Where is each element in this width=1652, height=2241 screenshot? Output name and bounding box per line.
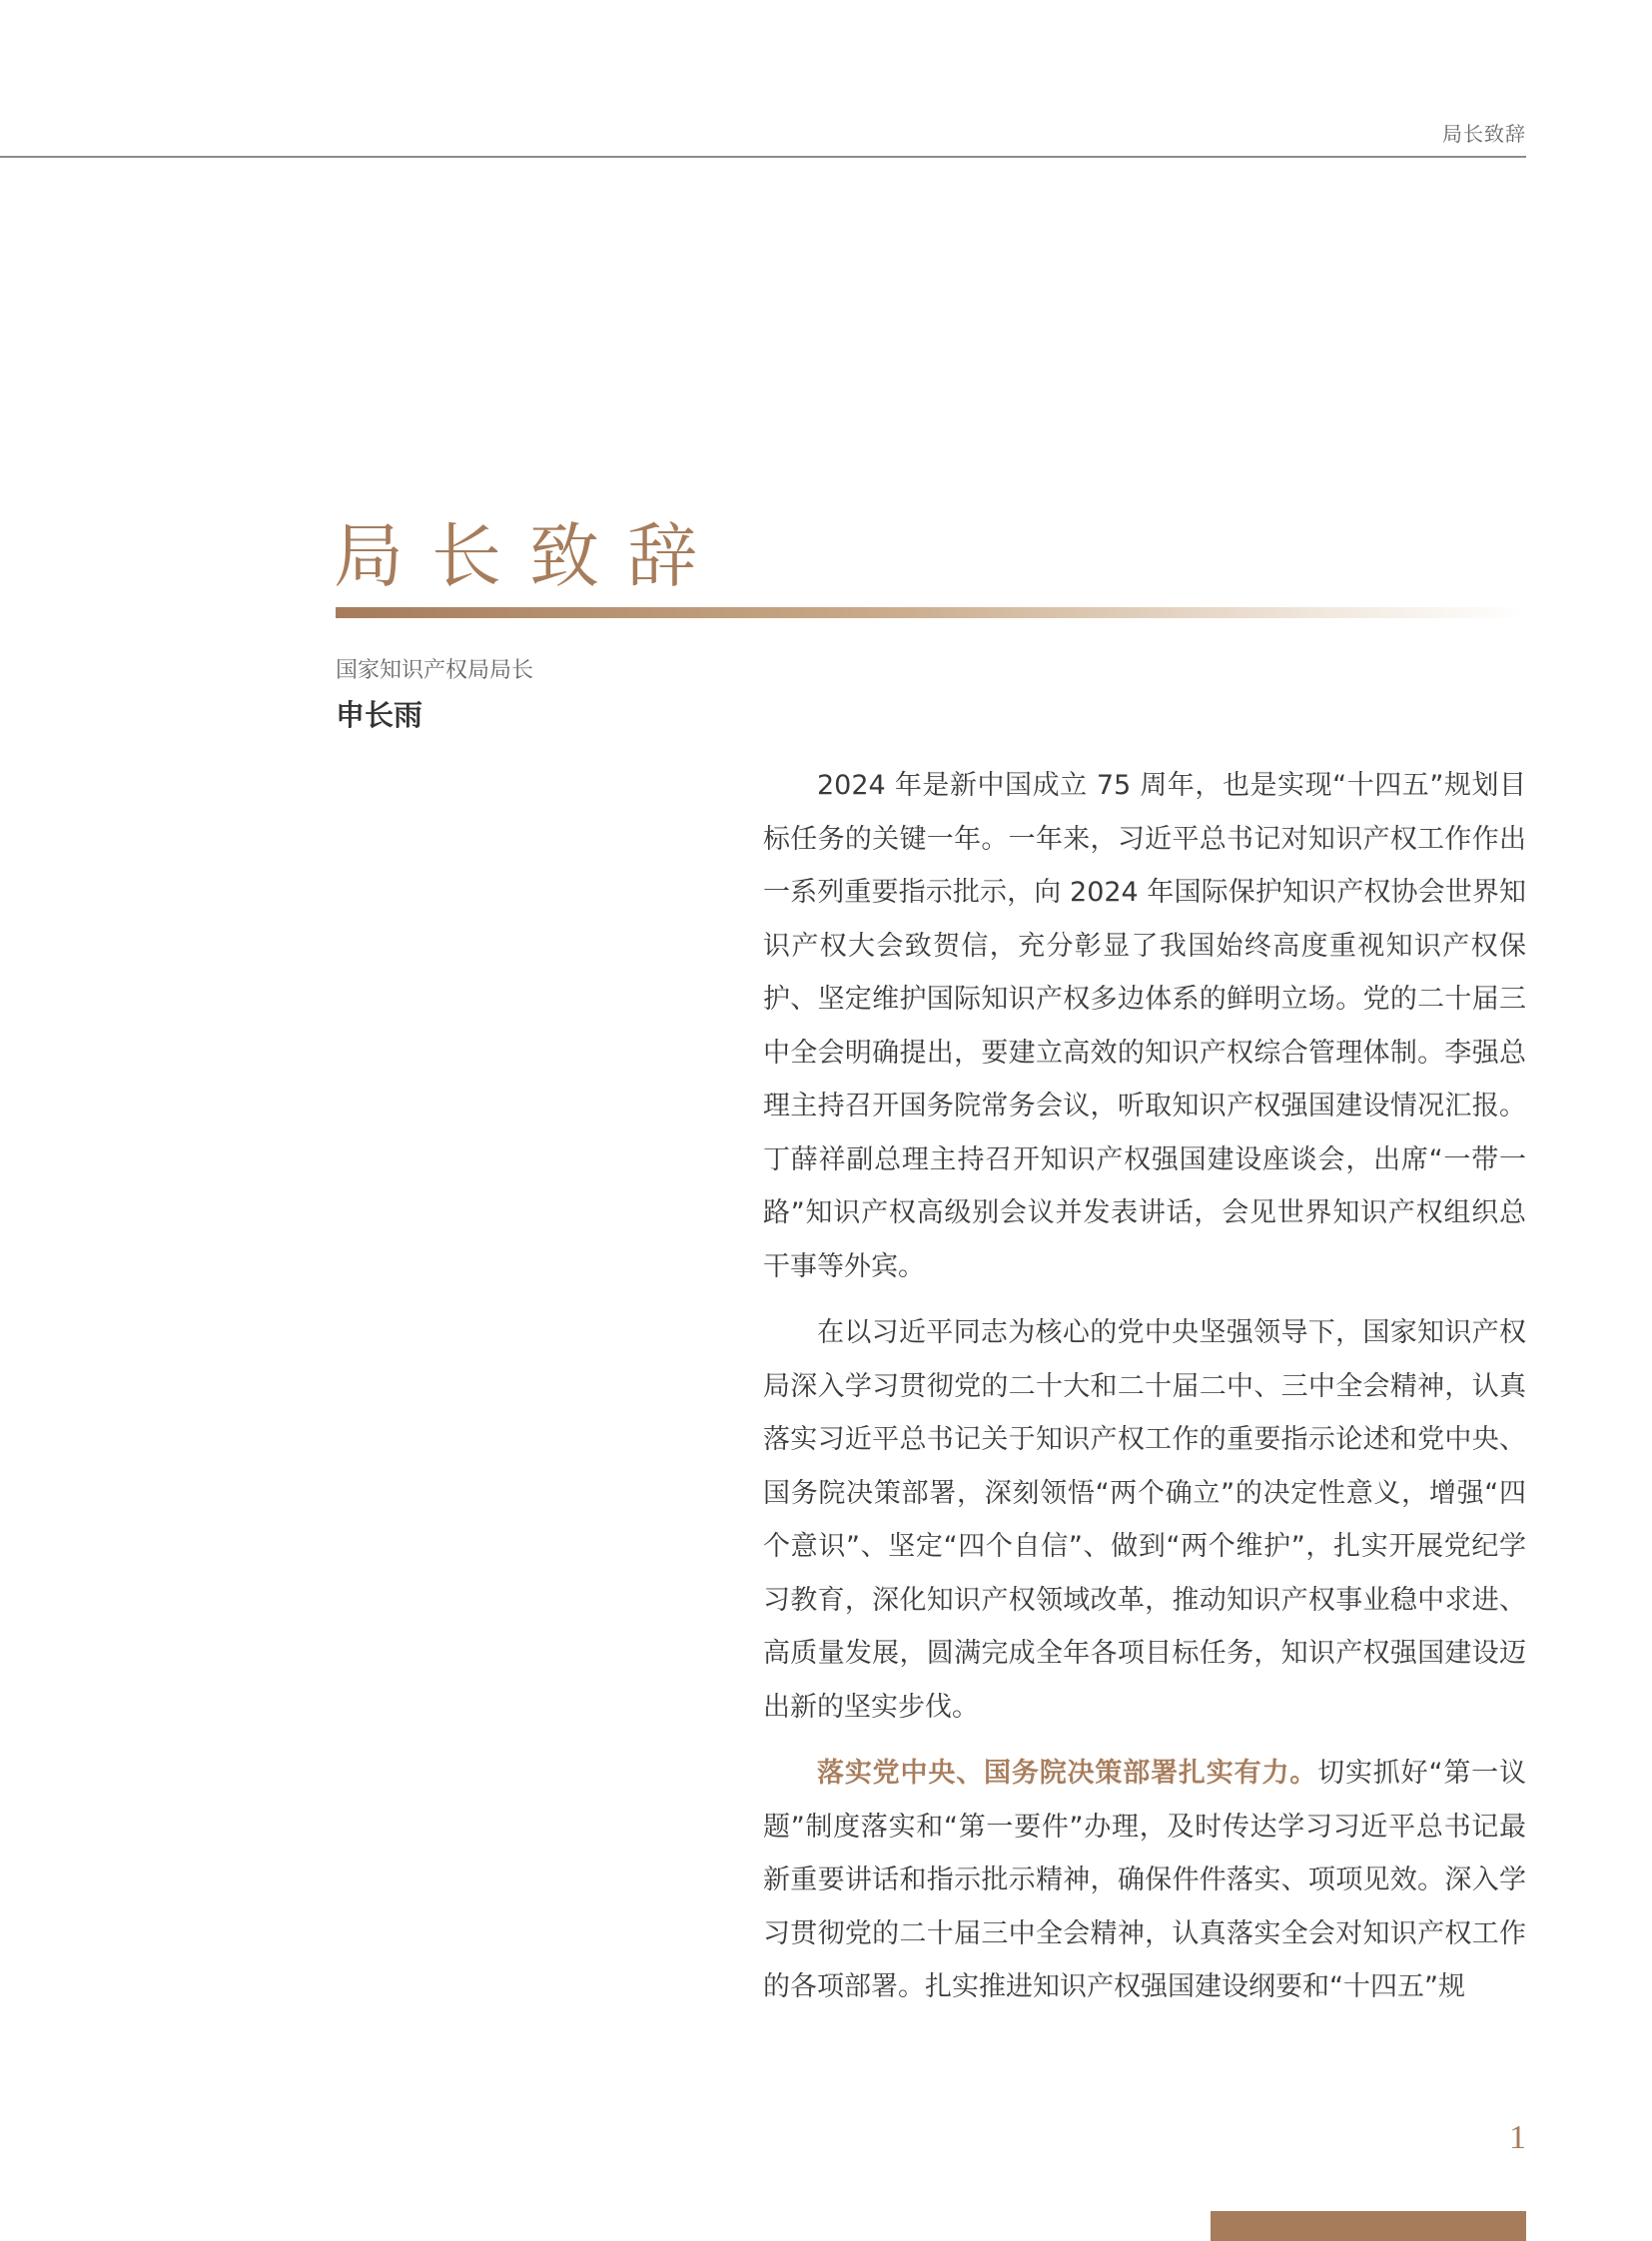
- header-rule: [0, 156, 1526, 158]
- paragraph-2-text: 在以习近平同志为核心的党中央坚强领导下，国家知识产权局深入学习贯彻党的二十大和二十届二中、三中全会精神，认真落实习近平总书记关于知识产权工作的重要指示论述和党中央、国务院决策部署，深刻领悟“两个确立”的决定性意义，增强“四个意识”、坚定“四个自信”、做到“两个维护”，扎实开展党纪学习教育，深化知识产权领域改革，推动知识产权事业稳中求进、高质量发展，圆满完成全年各项目标任务，知识产权强国建设迈出新的坚实步伐。: [763, 1317, 1526, 1723]
- paragraph-3: [763, 1747, 1526, 2014]
- paragraph-1: [763, 759, 1526, 1293]
- title-gradient-bar: [336, 607, 1526, 618]
- page-number: 1: [1509, 2119, 1526, 2156]
- footer-tab: [1211, 2211, 1526, 2241]
- body-text: [763, 759, 1526, 2027]
- header-section-label: 局长致辞: [1442, 122, 1526, 146]
- paragraph-3-text: 切实抓好“第一议题”制度落实和“第一要件”办理，及时传达学习习近平总书记最新重要讲话和指示批示精神，确保件件落实、项项见效。深入学习贯彻党的二十届三中全会精神，认真落实全会对知识产权工作的各项部署。扎实推进知识产权强国建设纲要和“十四五”规: [763, 1758, 1526, 2002]
- page-title: 局长致辞: [334, 515, 725, 597]
- author-role: 国家知识产权局局长: [336, 658, 534, 683]
- paragraph-2: [763, 1306, 1526, 1734]
- author-name: 申长雨: [336, 698, 423, 732]
- paragraph-1-text: 2024 年是新中国成立 75 周年，也是实现“十四五”规划目标任务的关键一年。一年来，习近平总书记对知识产权工作作出一系列重要指示批示，向 2024 年国际保护知识产权协会世界知识产权大会致贺信，充分彰显了我国始终高度重视知识产权保护、坚定维护国际知识产权多边体系的鲜明立场。党的二十届三中全会明确提出，要建立高效的知识产权综合管理体制。李强总理主持召开国务院常务会议，听取知识产权强国建设情况汇报。丁薛祥副总理主持召开知识产权强国建设座谈会，出席“一带一路”知识产权高级别会议并发表讲话，会见世界知识产权组织总干事等外宾。: [763, 770, 1526, 1282]
- paragraph-3-highlight: 落实党中央、国务院决策部署扎实有力。: [817, 1758, 1318, 1789]
